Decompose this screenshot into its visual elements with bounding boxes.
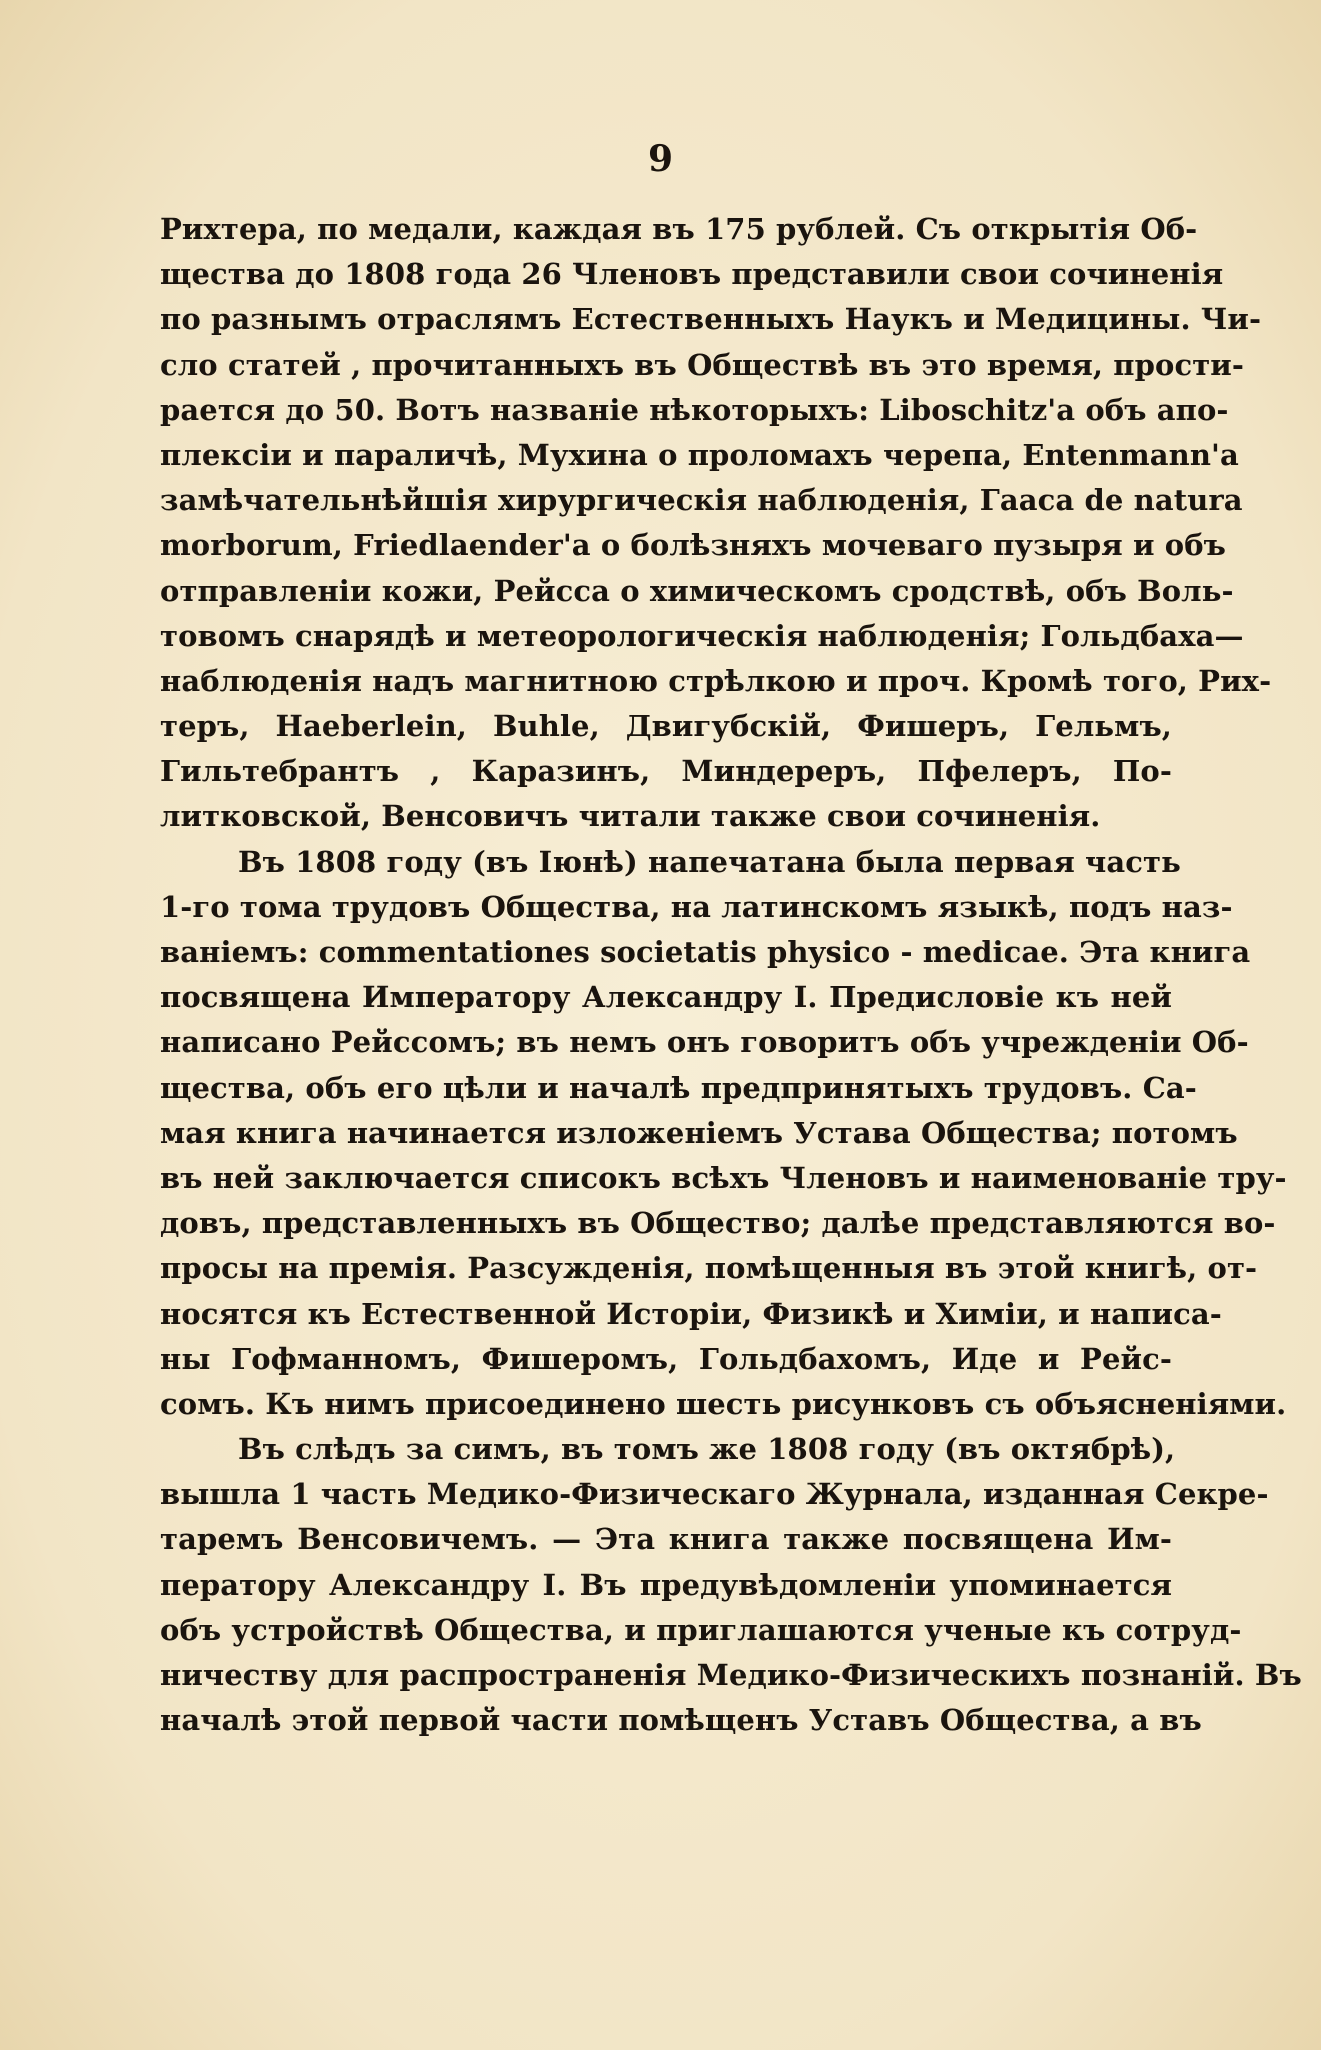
text-line: ваніемъ: commentationes societatis physico - medicae. Эта книга <box>160 935 1251 969</box>
text-line: рается до 50. Вотъ названіе нѣкоторыхъ: Liboschitz'а объ апо- <box>160 392 1229 427</box>
text-line: Гильтебрантъ , Каразинъ, Миндерeръ, Пфелеръ, По- <box>160 754 1172 789</box>
text-line: литковской, Венсовичъ читали также свои сочиненія. <box>160 799 1101 834</box>
text-line: наблюденія надъ магнитною стрѣлкою и проч. Кромѣ того, Рих- <box>160 663 1272 698</box>
text-line: ператору Александру I. Въ предувѣдомленіи упоминается <box>160 1567 1172 1602</box>
text-line: плексіи и параличѣ, Мухина о проломахъ черепа, Entеnmann'а <box>160 437 1239 472</box>
text-line: Рихтера, по медали, каждая въ 175 рублей. Съ открытія Об- <box>160 212 1198 246</box>
text-line: отправленіи кожи, Рейсса о химическомъ сродствѣ, объ Воль- <box>160 573 1234 608</box>
text-line: 1-го тома трудовъ Общества, на латинскомъ языкѣ, подъ наз- <box>160 889 1233 924</box>
page-number: 9 <box>647 138 674 180</box>
text-line: щества до 1808 года 26 Членовъ представили свои сочиненія <box>160 257 1224 292</box>
text-line: въ ней заключается списокъ всѣхъ Членовъ и наименованіе тру- <box>160 1160 1287 1195</box>
text-line: началѣ этой первой части помѣщенъ Уставъ Общества, а въ <box>160 1703 1202 1738</box>
text-line: ны Гофманномъ, Фишеромъ, Гольдбахомъ, Иде и Рейс- <box>160 1341 1172 1376</box>
text-line: замѣчательнѣйшія хирургическія наблюденія, Гааса de natura <box>160 483 1243 518</box>
text-line: товомъ снарядѣ и метеорологическія наблюденія; Гольдбаха— <box>160 618 1244 653</box>
text-line: Въ слѣдъ за симъ, въ томъ же 1808 году (въ октябрѣ), <box>238 1432 1176 1467</box>
text-line: по разнымъ отраслямъ Естественныхъ Наукъ и Медицины. Чи- <box>160 302 1262 337</box>
text-line: теръ, Haeberlein, Buhle, Двигубскій, Фишеръ, Гельмъ, <box>160 709 1172 744</box>
text-line: носятся къ Естественной Исторіи, Физикѣ и Химіи, и написа- <box>160 1296 1222 1331</box>
text-line: вышла 1 часть Медико-Физическаго Журнала, изданная Секре- <box>160 1477 1269 1512</box>
text-line: объ устройствѣ Общества, и приглашаются ученые къ сотруд- <box>160 1612 1242 1647</box>
text-line: сло статей , прочитанныхъ въ Обществѣ въ это время, прости- <box>160 347 1245 382</box>
text-line: ничеству для распространенія Медико-Физическихъ познаній. Въ <box>160 1658 1302 1692</box>
body-text <box>160 207 1302 1743</box>
text-line: сомъ. Къ нимъ присоединено шесть рисунковъ съ объясненіями. <box>160 1386 1287 1421</box>
text-line: посвящена Императору Александру I. Предисловіе къ ней <box>160 980 1172 1015</box>
text-line: написано Рейссомъ; въ немъ онъ говоритъ объ учрежденіи Об- <box>160 1025 1249 1060</box>
text-line: довъ, представленныхъ въ Общество; далѣе представляются во- <box>160 1206 1276 1241</box>
text-line: таремъ Венсовичемъ. — Эта книга также посвящена Им- <box>160 1522 1172 1557</box>
text-line: щества, объ его цѣли и началѣ предпринятыхъ трудовъ. Са- <box>160 1070 1197 1105</box>
text-line: просы на премія. Разсужденія, помѣщенныя въ этой книгѣ, от- <box>160 1251 1258 1286</box>
text-line: Въ 1808 году (въ Іюнѣ) напечатана была первая часть <box>238 844 1181 879</box>
text-line: мая книга начинается изложеніемъ Устава Общества; потомъ <box>160 1115 1238 1150</box>
text-line: morborum, Friedlaender'а о болѣзняхъ мочеваго пузыря и объ <box>160 528 1226 563</box>
